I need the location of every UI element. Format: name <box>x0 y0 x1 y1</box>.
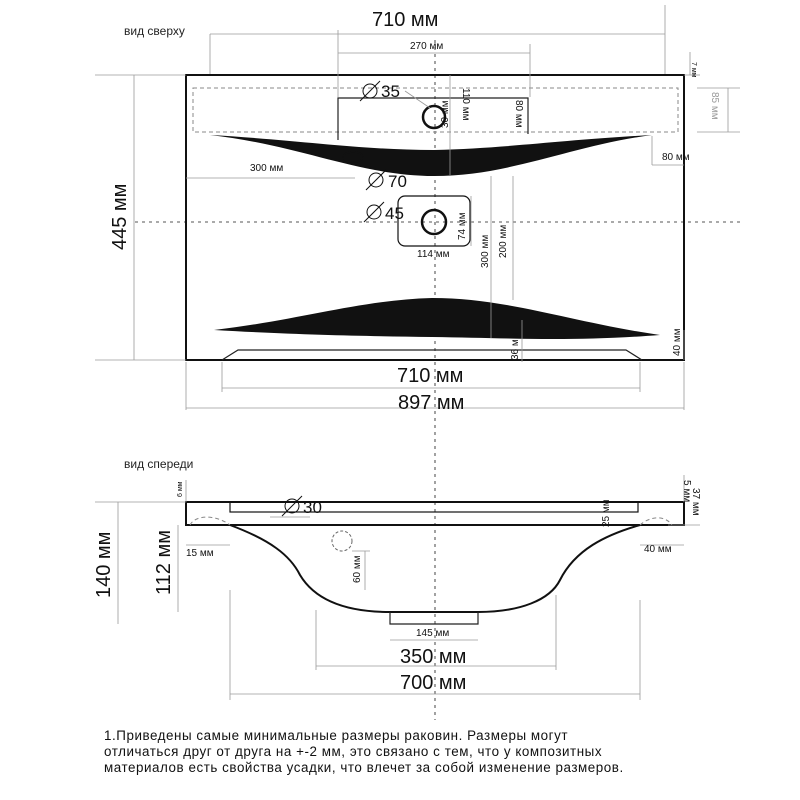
dim-tap-offset: 270 мм <box>410 41 444 52</box>
dim-total-width: 897 мм <box>398 392 465 414</box>
right-inner-dashed <box>640 518 672 525</box>
dim-front-36: 36 мм <box>510 332 521 360</box>
dim-height-140: 140 мм <box>93 531 115 598</box>
footnote-line-1: 1.Приведены самые минимальные размеры раковин. Размеры могут <box>104 728 569 743</box>
footnote-line-3: материалов есть свойства усадки, что влечет за собой изменение размеров. <box>104 760 624 775</box>
dim-recess-80: 80 мм <box>513 100 524 128</box>
front-view-caption: вид спереди <box>124 457 194 471</box>
overflow-hole-front <box>332 531 352 551</box>
drain-neck <box>390 612 478 624</box>
tap-recess <box>338 98 528 140</box>
dim-width-700: 700 мм <box>400 672 467 694</box>
dim-drain-74: 74 мм <box>457 212 468 240</box>
top-view-caption: вид сверху <box>124 24 185 38</box>
dim-left-15: 15 мм <box>186 548 214 559</box>
dim-overflow-diameter: 70 <box>388 172 407 191</box>
bowl-front-lip <box>214 298 660 339</box>
dim-drain-114: 114 мм <box>417 249 450 260</box>
dim-front-40: 40 мм <box>672 328 683 356</box>
dim-tap-110: 110 мм <box>460 88 471 121</box>
dim-rim-85: 85 мм <box>709 92 720 120</box>
dim-inner-25: 25 мм <box>601 499 612 527</box>
dim-side-80: 80 мм <box>662 152 690 163</box>
dim-height-112: 112 мм <box>153 530 175 595</box>
dim-right-37: 37 мм <box>690 488 701 516</box>
dim-bottom-width: 710 мм <box>397 365 464 387</box>
dim-right-5: 5 мм <box>681 480 692 503</box>
left-inner-dashed <box>190 517 230 525</box>
footnote <box>104 728 744 776</box>
dim-top-6: 6 мм <box>177 481 184 497</box>
dim-top-width: 710 мм <box>372 9 439 31</box>
dim-drain-300: 300 мм <box>480 234 491 268</box>
drain-hole <box>422 210 446 234</box>
dim-drain-145: 145 мм <box>416 628 450 639</box>
dim-tap-diameter: 35 <box>381 82 400 101</box>
dim-drain-diameter: 45 <box>385 204 404 223</box>
dim-tap-30: 30 мм <box>440 100 451 128</box>
front-edge-bevel <box>222 350 642 360</box>
dim-depth-60: 60 мм <box>352 555 363 583</box>
dim-overflow-30: 30 <box>303 498 322 517</box>
dim-width-350: 350 мм <box>400 646 467 668</box>
dim-right-40: 40 мм <box>644 544 672 555</box>
dim-edge-7: 7 мм <box>690 62 697 78</box>
footnote-line-2: отличаться друг от друга на +-2 мм, это связано с тем, что у композитных <box>104 744 603 759</box>
dim-bowl-300: 300 мм <box>250 163 284 174</box>
dim-drain-200: 200 мм <box>498 224 509 258</box>
dim-depth-445: 445 мм <box>109 183 131 250</box>
